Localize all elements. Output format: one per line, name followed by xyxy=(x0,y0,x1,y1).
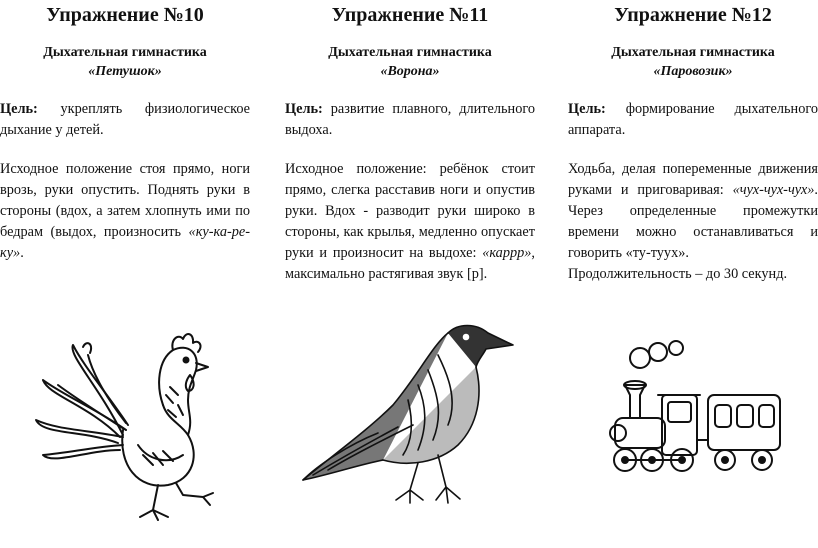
gymnastics-name: «Ворона» xyxy=(380,64,440,79)
exercise-column-11 xyxy=(285,0,535,285)
gymnastics-label: Дыхательная гимнастика xyxy=(611,45,775,60)
gymnastics-name: «Паровозик» xyxy=(653,64,733,79)
goal-label: Цель: xyxy=(285,101,323,117)
gymnastics-heading xyxy=(568,43,818,81)
goal-text: развитие плавного, длительного выдоха. xyxy=(285,101,535,138)
position-text: Исходное положение стоя прямо, ноги врозь, руки опустить. Поднять руки в стороны (вдох, а затем хлопнуть ими по бедрам (выдох, произносить xyxy=(0,161,250,240)
position-paragraph xyxy=(285,159,535,285)
position-text-end: . Через определенные промежутки времени можно останавливаться и говорить «ту-туух». xyxy=(568,182,818,261)
crow-illustration xyxy=(298,315,523,510)
goal-paragraph xyxy=(0,99,250,141)
train-illustration xyxy=(600,340,785,480)
goal-text: формирование дыхательного аппарата. xyxy=(568,101,818,138)
rooster-illustration xyxy=(28,325,218,525)
gymnastics-heading xyxy=(285,43,535,81)
gymnastics-name: «Петушок» xyxy=(88,64,162,79)
goal-label: Цель: xyxy=(568,101,606,117)
position-text-end: , максимально растягивая звук [р]. xyxy=(285,245,535,282)
position-text-end: . xyxy=(20,245,24,261)
gymnastics-label: Дыхательная гимнастика xyxy=(43,45,207,60)
position-paragraph xyxy=(568,159,818,285)
position-paragraph xyxy=(0,159,250,264)
exercise-title: Упражнение №11 xyxy=(331,4,489,26)
position-phrase: «ку-ка-ре-ку» xyxy=(0,224,250,261)
goal-paragraph xyxy=(285,99,535,141)
goal-text: укреплять физиологическое дыхание у детей. xyxy=(0,101,250,138)
exercise-title: Упражнение №12 xyxy=(614,4,772,26)
exercise-column-10 xyxy=(0,0,250,264)
goal-paragraph xyxy=(568,99,818,141)
goal-label: Цель: xyxy=(0,101,38,117)
position-text: Исходное положение: ребёнок стоит прямо, слегка расставив ноги и опустив руки. Вдох - разводит руки широко в стороны, как крылья, медленно опускает руки и произносит на выдохе: xyxy=(285,161,535,261)
gymnastics-label: Дыхательная гимнастика xyxy=(328,45,492,60)
exercise-title: Упражнение №10 xyxy=(46,4,204,26)
duration-text: Продолжительность – до 30 секунд. xyxy=(568,266,788,282)
position-phrase: «чух-чух-чух» xyxy=(732,182,815,198)
position-phrase: «каррр» xyxy=(482,245,532,261)
exercise-column-12 xyxy=(568,0,818,285)
position-text: Ходьба, делая попеременные движения руками и приговаривая: xyxy=(568,161,818,198)
gymnastics-heading xyxy=(0,43,250,81)
